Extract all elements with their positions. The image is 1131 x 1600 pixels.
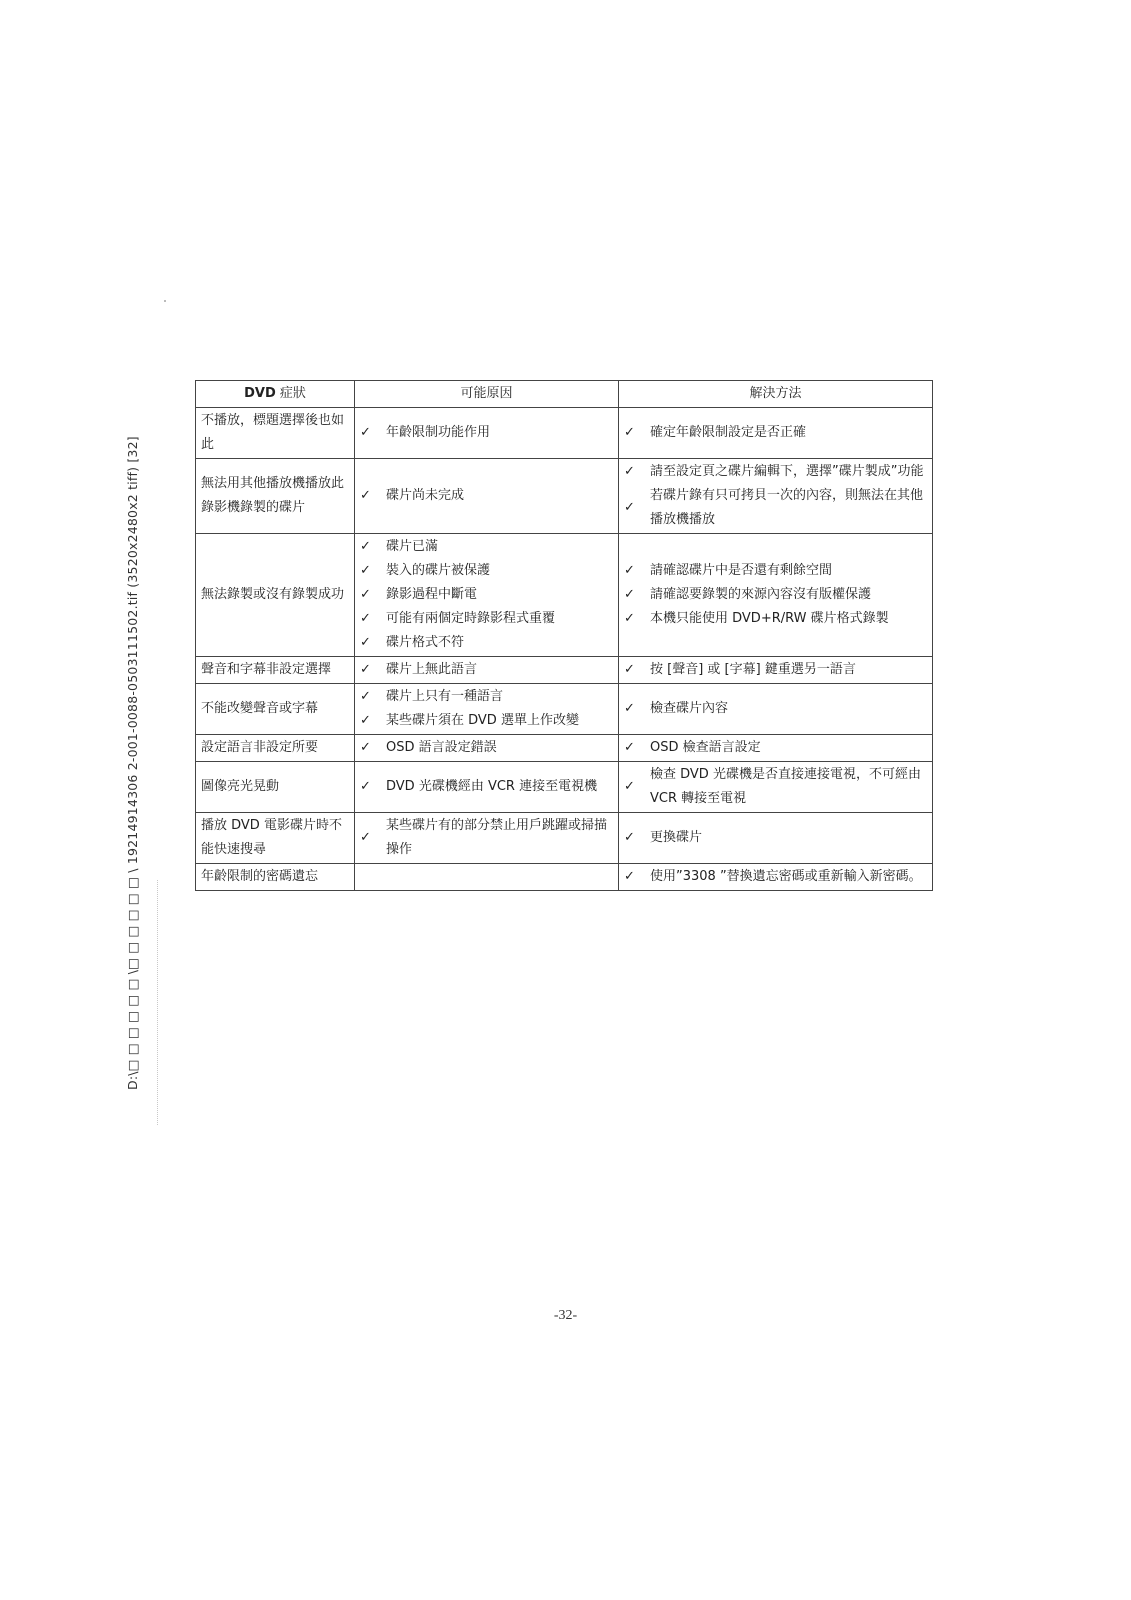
cause-text: 碟片已滿 bbox=[386, 539, 439, 554]
cause-text: 碟片尚未完成 bbox=[386, 488, 465, 503]
cause-text: 可能有兩個定時錄影程式重覆 bbox=[386, 611, 556, 626]
check-mark-icon: ✓ bbox=[360, 563, 371, 578]
check-mark-icon: ✓ bbox=[360, 662, 371, 677]
solution-text: 檢查碟片內容 bbox=[650, 701, 729, 716]
check-mark-icon: ✓ bbox=[624, 611, 635, 626]
symptom-cell: 不能改變聲音或字幕 bbox=[196, 684, 355, 735]
troubleshooting-table bbox=[195, 380, 933, 891]
symptom-cell: 無法用其他播放機播放此錄影機錄製的碟片 bbox=[196, 459, 355, 534]
solution-cell bbox=[619, 813, 933, 864]
solution-text: OSD 檢查語言設定 bbox=[650, 740, 761, 755]
solution-item bbox=[624, 421, 927, 445]
check-mark-icon: ✓ bbox=[624, 701, 635, 716]
margin-dotted-line bbox=[157, 880, 159, 1125]
cause-cell bbox=[355, 813, 619, 864]
cause-item bbox=[360, 607, 613, 631]
check-mark-icon: ✓ bbox=[624, 587, 635, 602]
cause-item bbox=[360, 814, 613, 862]
check-mark-icon: ✓ bbox=[360, 611, 371, 626]
cause-item bbox=[360, 559, 613, 583]
check-mark-icon: ✓ bbox=[624, 500, 635, 515]
check-mark-icon: ✓ bbox=[360, 740, 371, 755]
symptom-cell: 年齡限制的密碼遺忘 bbox=[196, 864, 355, 891]
margin-speck bbox=[164, 300, 166, 302]
cause-cell bbox=[355, 534, 619, 657]
cause-item bbox=[360, 658, 613, 682]
cause-cell bbox=[355, 657, 619, 684]
cause-item bbox=[360, 535, 613, 559]
scan-file-path: D:\□ □ □ □ □ □ \□ □ □ □ □ □ \ 19214914306 2-001-0088-0503111502.tif (3520x2480x2 tiff) [32] bbox=[125, 436, 140, 1090]
solution-cell bbox=[619, 684, 933, 735]
header-cause: 可能原因 bbox=[355, 381, 619, 408]
check-mark-icon: ✓ bbox=[360, 425, 371, 440]
cause-cell bbox=[355, 408, 619, 459]
cause-text: 碟片上只有一種語言 bbox=[386, 689, 504, 704]
header-solution: 解決方法 bbox=[619, 381, 933, 408]
solution-cell bbox=[619, 735, 933, 762]
cause-cell bbox=[355, 735, 619, 762]
table-row bbox=[196, 657, 933, 684]
header-symptom: DVD 症狀 bbox=[196, 381, 355, 408]
table-row bbox=[196, 735, 933, 762]
check-mark-icon: ✓ bbox=[360, 539, 371, 554]
cause-cell bbox=[355, 762, 619, 813]
solution-cell bbox=[619, 534, 933, 657]
cause-cell bbox=[355, 864, 619, 891]
check-mark-icon: ✓ bbox=[360, 488, 371, 503]
solution-cell bbox=[619, 864, 933, 891]
check-mark-icon: ✓ bbox=[624, 662, 635, 677]
check-mark-icon: ✓ bbox=[624, 779, 635, 794]
solution-text: 檢查 DVD 光碟機是否直接連接電視，不可經由 VCR 轉接至電視 bbox=[650, 767, 921, 806]
table-row bbox=[196, 813, 933, 864]
cause-text: 某些碟片有的部分禁止用戶跳躍或掃描操作 bbox=[386, 818, 608, 857]
solution-item bbox=[624, 484, 927, 532]
cause-text: DVD 光碟機經由 VCR 連接至電視機 bbox=[386, 779, 598, 794]
check-mark-icon: ✓ bbox=[624, 425, 635, 440]
symptom-cell: 圖像亮光晃動 bbox=[196, 762, 355, 813]
check-mark-icon: ✓ bbox=[360, 587, 371, 602]
cause-cell bbox=[355, 459, 619, 534]
cause-item bbox=[360, 421, 613, 445]
symptom-cell: 聲音和字幕非設定選擇 bbox=[196, 657, 355, 684]
check-mark-icon: ✓ bbox=[360, 713, 371, 728]
solution-item bbox=[624, 460, 927, 484]
solution-text: 確定年齡限制設定是否正確 bbox=[650, 425, 807, 440]
symptom-cell: 無法錄製或沒有錄製成功 bbox=[196, 534, 355, 657]
cause-text: 某些碟片須在 DVD 選單上作改變 bbox=[386, 713, 579, 728]
table-row bbox=[196, 459, 933, 534]
cause-item bbox=[360, 685, 613, 709]
solution-cell bbox=[619, 408, 933, 459]
solution-text: 本機只能使用 DVD+R/RW 碟片格式錄製 bbox=[650, 611, 889, 626]
table-row bbox=[196, 864, 933, 891]
solution-text: 若碟片錄有只可拷貝一次的內容，則無法在其他播放機播放 bbox=[650, 488, 924, 527]
cause-item bbox=[360, 583, 613, 607]
solution-text: 請確認碟片中是否還有剩餘空間 bbox=[650, 563, 833, 578]
cause-item bbox=[360, 631, 613, 655]
solution-item bbox=[624, 763, 927, 811]
solution-item bbox=[624, 559, 927, 583]
solution-text: 請至設定頁之碟片編輯下，選擇”碟片製成”功能 bbox=[650, 464, 924, 479]
solution-item bbox=[624, 697, 927, 721]
cause-cell bbox=[355, 684, 619, 735]
cause-item bbox=[360, 775, 613, 799]
cause-item bbox=[360, 736, 613, 760]
check-mark-icon: ✓ bbox=[624, 869, 635, 884]
table-row bbox=[196, 534, 933, 657]
table-row bbox=[196, 408, 933, 459]
table-row bbox=[196, 762, 933, 813]
solution-item bbox=[624, 865, 927, 889]
solution-item bbox=[624, 658, 927, 682]
solution-item bbox=[624, 583, 927, 607]
cause-text: 碟片上無此語言 bbox=[386, 662, 478, 677]
solution-cell bbox=[619, 657, 933, 684]
check-mark-icon: ✓ bbox=[360, 830, 371, 845]
check-mark-icon: ✓ bbox=[360, 779, 371, 794]
solution-text: 按 [聲音] 或 [字幕] 鍵重選另一語言 bbox=[650, 662, 856, 677]
symptom-cell: 不播放，標題選擇後也如此 bbox=[196, 408, 355, 459]
solution-cell bbox=[619, 459, 933, 534]
check-mark-icon: ✓ bbox=[624, 830, 635, 845]
table-header-row bbox=[196, 381, 933, 408]
solution-item bbox=[624, 736, 927, 760]
cause-item bbox=[360, 484, 613, 508]
cause-text: OSD 語言設定錯誤 bbox=[386, 740, 497, 755]
cause-text: 碟片格式不符 bbox=[386, 635, 465, 650]
cause-text: 裝入的碟片被保護 bbox=[386, 563, 491, 578]
symptom-cell: 播放 DVD 電影碟片時不能快速搜尋 bbox=[196, 813, 355, 864]
cause-item bbox=[360, 709, 613, 733]
symptom-cell: 設定語言非設定所要 bbox=[196, 735, 355, 762]
solution-item bbox=[624, 607, 927, 631]
check-mark-icon: ✓ bbox=[360, 635, 371, 650]
solution-text: 使用”3308 ”替換遺忘密碼或重新輸入新密碼。 bbox=[650, 869, 922, 884]
solution-cell bbox=[619, 762, 933, 813]
table-row bbox=[196, 684, 933, 735]
cause-text: 年齡限制功能作用 bbox=[386, 425, 491, 440]
check-mark-icon: ✓ bbox=[360, 689, 371, 704]
check-mark-icon: ✓ bbox=[624, 740, 635, 755]
page-number: -32- bbox=[553, 1308, 578, 1323]
solution-text: 更換碟片 bbox=[650, 830, 703, 845]
check-mark-icon: ✓ bbox=[624, 464, 635, 479]
cause-text: 錄影過程中斷電 bbox=[386, 587, 478, 602]
check-mark-icon: ✓ bbox=[624, 563, 635, 578]
solution-text: 請確認要錄製的來源內容沒有版權保護 bbox=[650, 587, 872, 602]
solution-item bbox=[624, 826, 927, 850]
